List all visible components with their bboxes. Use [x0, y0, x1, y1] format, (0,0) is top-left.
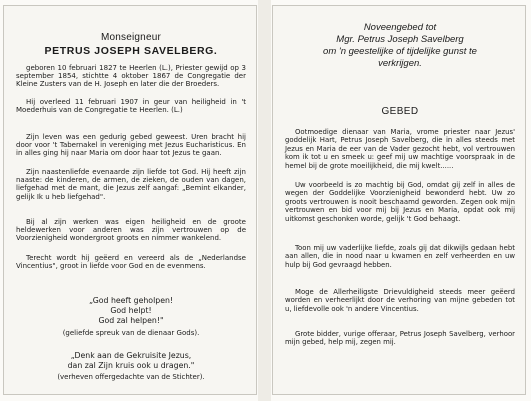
novena-heading-line-1: Noveengebed tot: [363, 22, 437, 33]
quote-1-line-3: God zal helpen!": [98, 316, 164, 325]
charity-paragraph: Zijn naastenliefde evenaarde zijn liefde tot God. Hij heeft zijn naaste: de kinderen, de armen, de zieken, de ouden van dagen, liefgehad met de mant, die Jezus zelf aangaf: „Bemint elkander, gelijk Ik u heb liefgehad".: [16, 168, 246, 201]
novena-heading-line-4: verkrijgen.: [378, 58, 422, 69]
prayer-paragraph-2: Uw voorbeeld is zo machtig bij God, omdat gij zelf in alles de wegen der Goddelijke Voorzienigheid bewonderd hebt. Uw zo groots vertrouwen is nooit beschaamd geworden. Zegen ook mijn vertrouwen en bid voor mij bij Jezus en Maria, opdat ook mij uitkomst geschonken worde, gelijk 't God behaagt.: [285, 181, 515, 223]
right-card: [272, 5, 526, 395]
prayer-paragraph-4: Moge de Allerheiligste Drievuldigheid steeds meer geëerd worden en verheerlijkt door de verhoring van mijne gebeden tot u, liefdevolle ook 'n andere Vincentius.: [285, 288, 515, 313]
novena-heading: [285, 22, 515, 70]
fold-gap: [258, 0, 271, 401]
honour-paragraph: Terecht wordt hij geëerd en vereerd als de „Nederlandse Vincentius", groot in liefde voor God en de evenmens.: [16, 254, 246, 271]
novena-heading-line-3: om 'n geestelijke of tijdelijke gunst te: [323, 46, 477, 57]
quote-1-line-2: God helpt!: [110, 306, 152, 315]
quote-2-line-2: dan zal Zijn kruis ook u dragen.": [67, 361, 195, 370]
prayer-paragraph-5: Grote bidder, vurige offeraar, Petrus Joseph Savelberg, verhoor mijn gebed, help mij, zegen mij.: [285, 330, 515, 347]
quote-2-line-1: „Denk aan de Gekruisite Jezus,: [70, 351, 192, 360]
prayer-paragraph-1: Ootmoedige dienaar van Maria, vrome priester naar Jezus' goddelijk Hart, Petrus Joseph Savelberg, die in alles steeds met Jezus en Maria de eer van de Vader gezocht hebt, vol vertrouwen kom ik tot u en smeek u: geef mij uw machtige voorspraak in de hemel bij de grote moeilijkheid, die mij kwelt......: [285, 128, 515, 170]
left-card: [3, 5, 257, 395]
gebed-title: GEBED: [381, 106, 419, 117]
quote-1-line-1: „God heeft geholpen!: [88, 296, 174, 305]
quote-1-attribution: (geliefde spreuk van de dienaar Gods).: [62, 329, 200, 337]
bio-paragraph-1: geboren 10 februari 1827 te Heerlen (L.), Priester gewijd op 3 september 1854, stichtte 4 oktober 1867 de Congregatie der Kleine Zusters van de H. Joseph en later die der Broeders.: [16, 64, 246, 89]
name-heading: PETRUS JOSEPH SAVELBERG.: [44, 45, 218, 57]
prayer-paragraph-3: Toon mij uw vaderlijke liefde, zoals gij dat dikwijls gedaan hebt aan allen, die in nood naar u kwamen en zelf verheerden en uw hulp bij God gevraagd hebben.: [285, 244, 515, 269]
life-paragraph: Zijn leven was een gedurig gebed geweest. Uren bracht hij door voor 't Tabernakel in vereniging met Jezus Eucharisticus. En in alles ging hij naar Maria om door haar tot Jezus te gaan.: [16, 133, 246, 158]
bio-paragraph-2: Hij overleed 11 februari 1907 in geur van heiligheid in 't Moederhuis van de Congregatie te Heerlen. (L.): [16, 98, 246, 115]
quote-2-attribution: (verheven offergedachte van de Stichter).: [57, 373, 205, 381]
title-monseigneur: Monseigneur: [100, 32, 161, 43]
novena-heading-line-2: Mgr. Petrus Joseph Savelberg: [336, 34, 464, 45]
works-paragraph: Bij al zijn werken was eigen heiligheid en de groote heldewerken voor anderen was zijn vertrouwen op de Voorzienigheid wondergroot groots en nimmer wankelend.: [16, 218, 246, 243]
